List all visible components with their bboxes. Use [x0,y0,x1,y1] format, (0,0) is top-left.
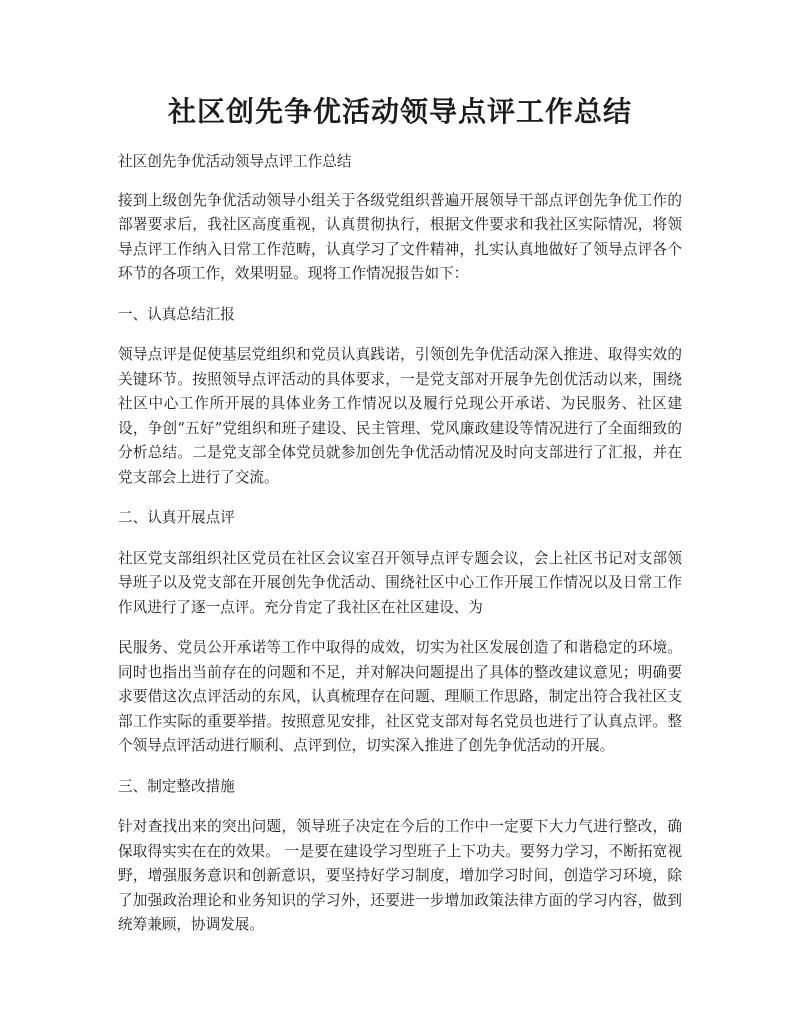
section-heading-1: 一、认真总结汇报 [118,305,235,323]
paragraph-section-2a: 社区党支部组织社区党员在社区会议室召开领导点评专题会议，会上社区书记对支部领导班子以及党支部在开展创先争优活动、围绕社区中心工作开展工作情况以及日常工作作风进行了逐一点评。充分肯定了我社区在社区建设、为 [118,549,682,616]
paragraph-intro: 接到上级创先争优活动领导小组关于各级党组织普遍开展领导干部点评创先争优工作的部署要求后，我社区高度重视，认真贯彻执行，根据文件要求和我社区实际情况，将领导点评工作纳入日常工作范畴，认真学习了文件精神，扎实认真地做好了领导点评各个环节的各项工作，效果明显。现将工作情况报告如下： [118,191,682,282]
document-title: 社区创先争优活动领导点评工作总结 [167,95,632,128]
document-body [118,150,682,954]
paragraph-section-1: 领导点评是促使基层党组织和党员认真践诺，引领创先争优活动深入推进、取得实效的关键环节。按照领导点评活动的具体要求，一是党支部对开展争先创优活动以来，围绕社区中心工作所开展的具体业务工作情况以及履行兑现公开承诺、为民服务、社区建设，争创“五好”党组织和班子建设、民主管理、党风廉政建设等情况进行了全面细致的分析总结。二是党支部全体党员就参加创先争优活动情况及时向支部进行了汇报，并在党支部会上进行了交流。 [118,346,682,486]
document-subtitle: 社区创先争优活动领导点评工作总结 [118,153,352,170]
paragraph-section-2b: 民服务、党员公开承诺等工作中取得的成效，切实为社区发展创造了和谐稳定的环境。同时也指出当前存在的问题和不足，并对解决问题提出了具体的整改建议意见；明确要求要借这次点评活动的东风，认真梳理存在问题、理顺工作思路，制定出符合我社区支部工作实际的重要举措。按照意见安排，社区党支部对每名党员也进行了认真点评。整个领导点评活动进行顺利、点评到位，切实深入推进了创先争优活动的开展。 [118,639,682,754]
paragraph-section-3: 针对查找出来的突出问题，领导班子决定在今后的工作中一定要下大力气进行整改，确保取得实实在在的效果。 一是要在建设学习型班子上下功夫。要努力学习，不断拓宽视野，增强服务意识和创新意识，要坚持好学习制度，增加学习时间，创造学习环境，除了加强政治理论和业务知识的学习外，还要进一步增加政策法律方面的学习内容，做到统筹兼顾，协调发展。 [118,818,682,933]
section-heading-2: 二、认真开展点评 [118,509,235,526]
section-heading-3: 三、制定整改措施 [118,777,235,795]
